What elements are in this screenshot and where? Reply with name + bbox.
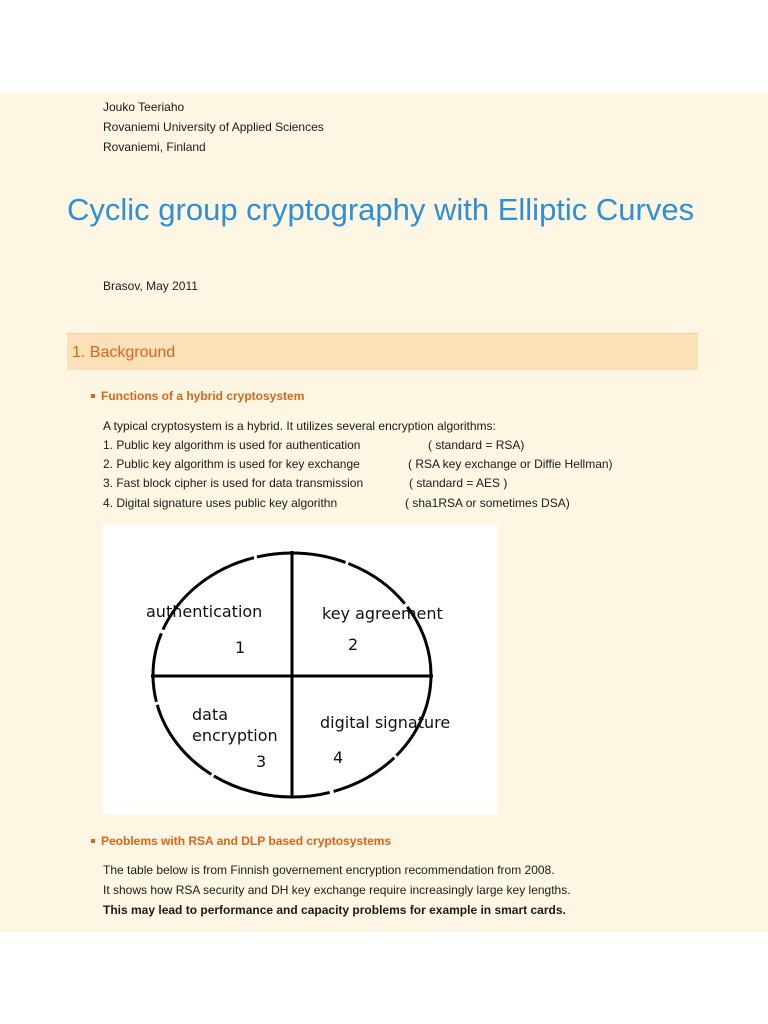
quadrant-3-label-line1: data (192, 705, 229, 724)
rsa-line-1: The table below is from Finnish governement encryption recommendation from 2008. (103, 863, 555, 877)
author-name: Jouko Teeriaho (103, 100, 185, 114)
section-header (67, 333, 698, 370)
quadrant-1-number: 1 (235, 638, 246, 657)
quadrant-4-label: digital signature (320, 713, 451, 732)
document-title: Cyclic group cryptography with Elliptic Curves (67, 192, 695, 227)
hybrid-item-text: 4. Digital signature uses public key algorithn (103, 496, 338, 510)
hybrid-heading-text: Functions of a hybrid cryptosystem (101, 389, 305, 403)
quadrant-4-number: 4 (333, 748, 344, 767)
bullet-square-icon (91, 394, 95, 398)
quadrant-3-number: 3 (256, 752, 267, 771)
rsa-heading (91, 834, 391, 848)
rsa-line-3: This may lead to performance and capacity problems for example in smart cards. (103, 903, 566, 917)
rsa-line-2: It shows how RSA security and DH key exchange require increasingly large key lengths. (103, 883, 571, 897)
hybrid-diagram (103, 525, 498, 815)
bullet-square-icon (91, 839, 95, 843)
quadrant-1-label: authentication (146, 602, 263, 621)
hybrid-item-note: ( sha1RSA or sometimes DSA) (405, 496, 570, 510)
hybrid-intro: A typical cryptosystem is a hybrid. It utilizes several encryption algorithms: (103, 419, 496, 433)
hybrid-heading (91, 389, 304, 403)
hybrid-item-text: 1. Public key algorithm is used for authentication (103, 438, 361, 452)
author-location: Rovaniemi, Finland (103, 140, 206, 154)
quadrant-3-label-line2: encryption (192, 726, 278, 745)
hybrid-item-note: ( standard = RSA) (428, 438, 525, 452)
rsa-heading-text: Peoblems with RSA and DLP based cryptosystems (101, 834, 392, 848)
quadrant-circle-diagram (103, 525, 498, 815)
hybrid-item-text: 2. Public key algorithm is used for key exchange (103, 457, 360, 471)
hybrid-item-note: ( RSA key exchange or Diffie Hellman) (408, 457, 613, 471)
document-date: Brasov, May 2011 (103, 279, 198, 293)
section-title: 1. Background (72, 344, 176, 361)
author-institution: Rovaniemi University of Applied Sciences (103, 120, 324, 134)
quadrant-2-label: key agreement (322, 604, 443, 623)
quadrant-2-number: 2 (348, 635, 359, 654)
hybrid-item-text: 3. Fast block cipher is used for data transmission (103, 476, 364, 490)
hybrid-item-note: ( standard = AES ) (409, 476, 508, 490)
